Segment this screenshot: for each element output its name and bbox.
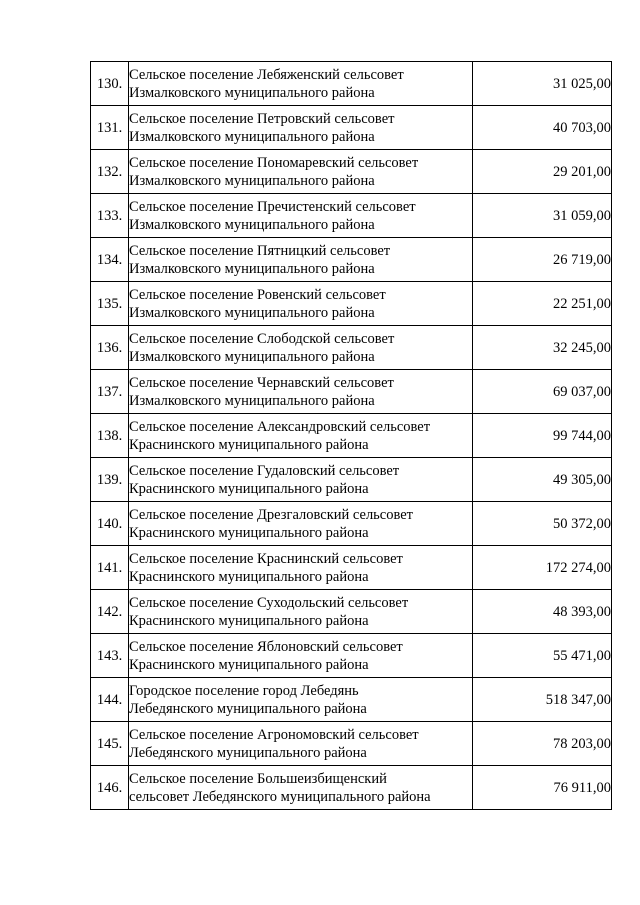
settlement-name-line-2: Краснинского муниципального района xyxy=(129,480,369,497)
allocation-amount: 518 347,00 xyxy=(473,678,612,722)
row-number: 131. xyxy=(91,106,129,150)
settlement-name-line-1: Сельское поселение Лебяженский сельсовет xyxy=(129,66,404,83)
table-row xyxy=(91,458,612,502)
settlement-name xyxy=(129,150,473,194)
table-row xyxy=(91,678,612,722)
table-row xyxy=(91,766,612,810)
settlement-name-line-2: Измалковского муниципального района xyxy=(129,348,375,365)
settlement-name xyxy=(129,62,473,106)
allocation-amount: 22 251,00 xyxy=(473,282,612,326)
settlement-name-line-1: Сельское поселение Краснинский сельсовет xyxy=(129,550,403,567)
settlement-name xyxy=(129,590,473,634)
settlement-name-line-2: Измалковского муниципального района xyxy=(129,216,375,233)
settlement-name xyxy=(129,458,473,502)
settlement-name-line-2: Измалковского муниципального района xyxy=(129,304,375,321)
table-row xyxy=(91,546,612,590)
row-number: 132. xyxy=(91,150,129,194)
row-number: 135. xyxy=(91,282,129,326)
settlement-name-line-2: Измалковского муниципального района xyxy=(129,84,375,101)
table-row xyxy=(91,326,612,370)
settlement-name-line-2: Измалковского муниципального района xyxy=(129,172,375,189)
row-number: 140. xyxy=(91,502,129,546)
table-body xyxy=(91,62,612,810)
table-row xyxy=(91,238,612,282)
allocation-amount: 76 911,00 xyxy=(473,766,612,810)
allocation-amount: 32 245,00 xyxy=(473,326,612,370)
settlement-name-line-1: Сельское поселение Чернавский сельсовет xyxy=(129,374,394,391)
allocation-amount: 29 201,00 xyxy=(473,150,612,194)
settlement-name-line-2: Измалковского муниципального района xyxy=(129,392,375,409)
settlement-name-line-1: Сельское поселение Суходольский сельсовет xyxy=(129,594,409,611)
settlement-name-line-2: сельсовет Лебедянского муниципального района xyxy=(129,788,431,805)
settlement-name-line-1: Сельское поселение Гудаловский сельсовет xyxy=(129,462,400,479)
settlement-name xyxy=(129,370,473,414)
settlement-name-line-1: Сельское поселение Дрезгаловский сельсовет xyxy=(129,506,414,523)
allocation-amount: 40 703,00 xyxy=(473,106,612,150)
settlement-name xyxy=(129,282,473,326)
table-row xyxy=(91,634,612,678)
settlement-name-line-1: Городское поселение город Лебедянь xyxy=(129,682,359,699)
settlement-name-line-2: Лебедянского муниципального района xyxy=(129,744,367,761)
allocation-amount: 26 719,00 xyxy=(473,238,612,282)
row-number: 144. xyxy=(91,678,129,722)
settlement-name xyxy=(129,546,473,590)
row-number: 146. xyxy=(91,766,129,810)
settlement-name-line-2: Краснинского муниципального района xyxy=(129,656,369,673)
settlement-name xyxy=(129,194,473,238)
settlement-name-line-2: Измалковского муниципального района xyxy=(129,128,375,145)
row-number: 136. xyxy=(91,326,129,370)
table-row xyxy=(91,62,612,106)
row-number: 133. xyxy=(91,194,129,238)
settlement-name xyxy=(129,238,473,282)
table-row xyxy=(91,590,612,634)
document-page xyxy=(90,61,611,810)
settlement-name-line-2: Лебедянского муниципального района xyxy=(129,700,367,717)
settlement-name-line-1: Сельское поселение Агрономовский сельсовет xyxy=(129,726,419,743)
settlement-name-line-2: Измалковского муниципального района xyxy=(129,260,375,277)
settlement-name-line-1: Сельское поселение Александровский сельсовет xyxy=(129,418,431,435)
table-row xyxy=(91,414,612,458)
settlement-name xyxy=(129,326,473,370)
settlement-name-line-1: Сельское поселение Петровский сельсовет xyxy=(129,110,395,127)
settlement-name-line-2: Краснинского муниципального района xyxy=(129,612,369,629)
table-row xyxy=(91,282,612,326)
settlement-name-line-1: Сельское поселение Пятницкий сельсовет xyxy=(129,242,391,259)
settlement-name xyxy=(129,766,473,810)
table-row xyxy=(91,106,612,150)
allocation-amount: 31 025,00 xyxy=(473,62,612,106)
settlement-name xyxy=(129,678,473,722)
settlement-name-line-2: Краснинского муниципального района xyxy=(129,436,369,453)
row-number: 141. xyxy=(91,546,129,590)
row-number: 134. xyxy=(91,238,129,282)
allocation-amount: 99 744,00 xyxy=(473,414,612,458)
settlement-allocation-table xyxy=(90,61,612,810)
row-number: 145. xyxy=(91,722,129,766)
settlement-name-line-1: Сельское поселение Пономаревский сельсовет xyxy=(129,154,419,171)
row-number: 138. xyxy=(91,414,129,458)
settlement-name xyxy=(129,634,473,678)
table-row xyxy=(91,150,612,194)
settlement-name-line-2: Краснинского муниципального района xyxy=(129,568,369,585)
allocation-amount: 49 305,00 xyxy=(473,458,612,502)
allocation-amount: 78 203,00 xyxy=(473,722,612,766)
settlement-name xyxy=(129,106,473,150)
settlement-name-line-1: Сельское поселение Ровенский сельсовет xyxy=(129,286,386,303)
allocation-amount: 55 471,00 xyxy=(473,634,612,678)
allocation-amount: 172 274,00 xyxy=(473,546,612,590)
row-number: 143. xyxy=(91,634,129,678)
settlement-name-line-1: Сельское поселение Пречистенский сельсовет xyxy=(129,198,416,215)
settlement-name xyxy=(129,414,473,458)
row-number: 142. xyxy=(91,590,129,634)
table-row xyxy=(91,194,612,238)
settlement-name-line-1: Сельское поселение Большеизбищенский xyxy=(129,770,387,787)
settlement-name-line-1: Сельское поселение Слободской сельсовет xyxy=(129,330,395,347)
table-row xyxy=(91,722,612,766)
settlement-name-line-2: Краснинского муниципального района xyxy=(129,524,369,541)
allocation-amount: 48 393,00 xyxy=(473,590,612,634)
allocation-amount: 31 059,00 xyxy=(473,194,612,238)
table-row xyxy=(91,502,612,546)
settlement-name xyxy=(129,722,473,766)
settlement-name-line-1: Сельское поселение Яблоновский сельсовет xyxy=(129,638,403,655)
row-number: 139. xyxy=(91,458,129,502)
table-row xyxy=(91,370,612,414)
row-number: 130. xyxy=(91,62,129,106)
allocation-amount: 69 037,00 xyxy=(473,370,612,414)
settlement-name xyxy=(129,502,473,546)
row-number: 137. xyxy=(91,370,129,414)
allocation-amount: 50 372,00 xyxy=(473,502,612,546)
